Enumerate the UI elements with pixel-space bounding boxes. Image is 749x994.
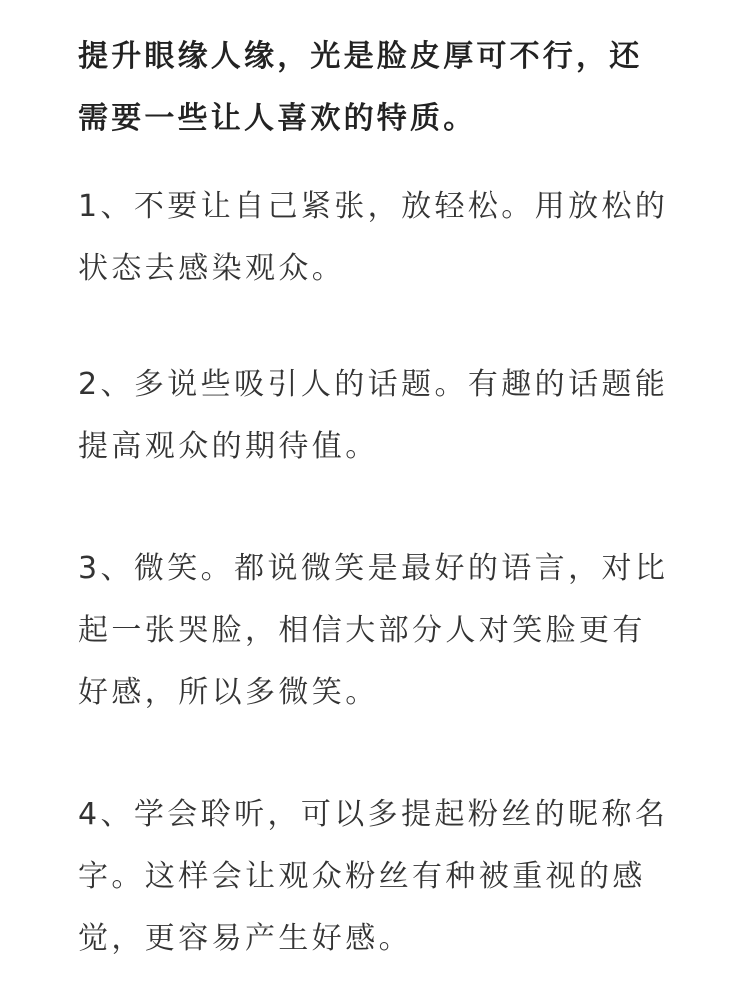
tip-item-4: 4、学会聆听，可以多提起粉丝的昵称名字。这样会让观众粉丝有种被重视的感觉，更容易产生好感。 (78, 797, 669, 956)
article-body (78, 26, 674, 970)
tip-item-1: 1、不要让自己紧张，放轻松。用放松的状态去感染观众。 (78, 189, 669, 286)
tip-item-2: 2、多说些吸引人的话题。有趣的话题能提高观众的期待值。 (78, 367, 669, 464)
article-headline: 提升眼缘人缘，光是脸皮厚可不行，还需要一些让人喜欢的特质。 (78, 39, 643, 136)
tip-item-3: 3、微笑。都说微笑是最好的语言，对比起一张哭脸，相信大部分人对笑脸更有好感，所以多微笑。 (78, 551, 669, 710)
